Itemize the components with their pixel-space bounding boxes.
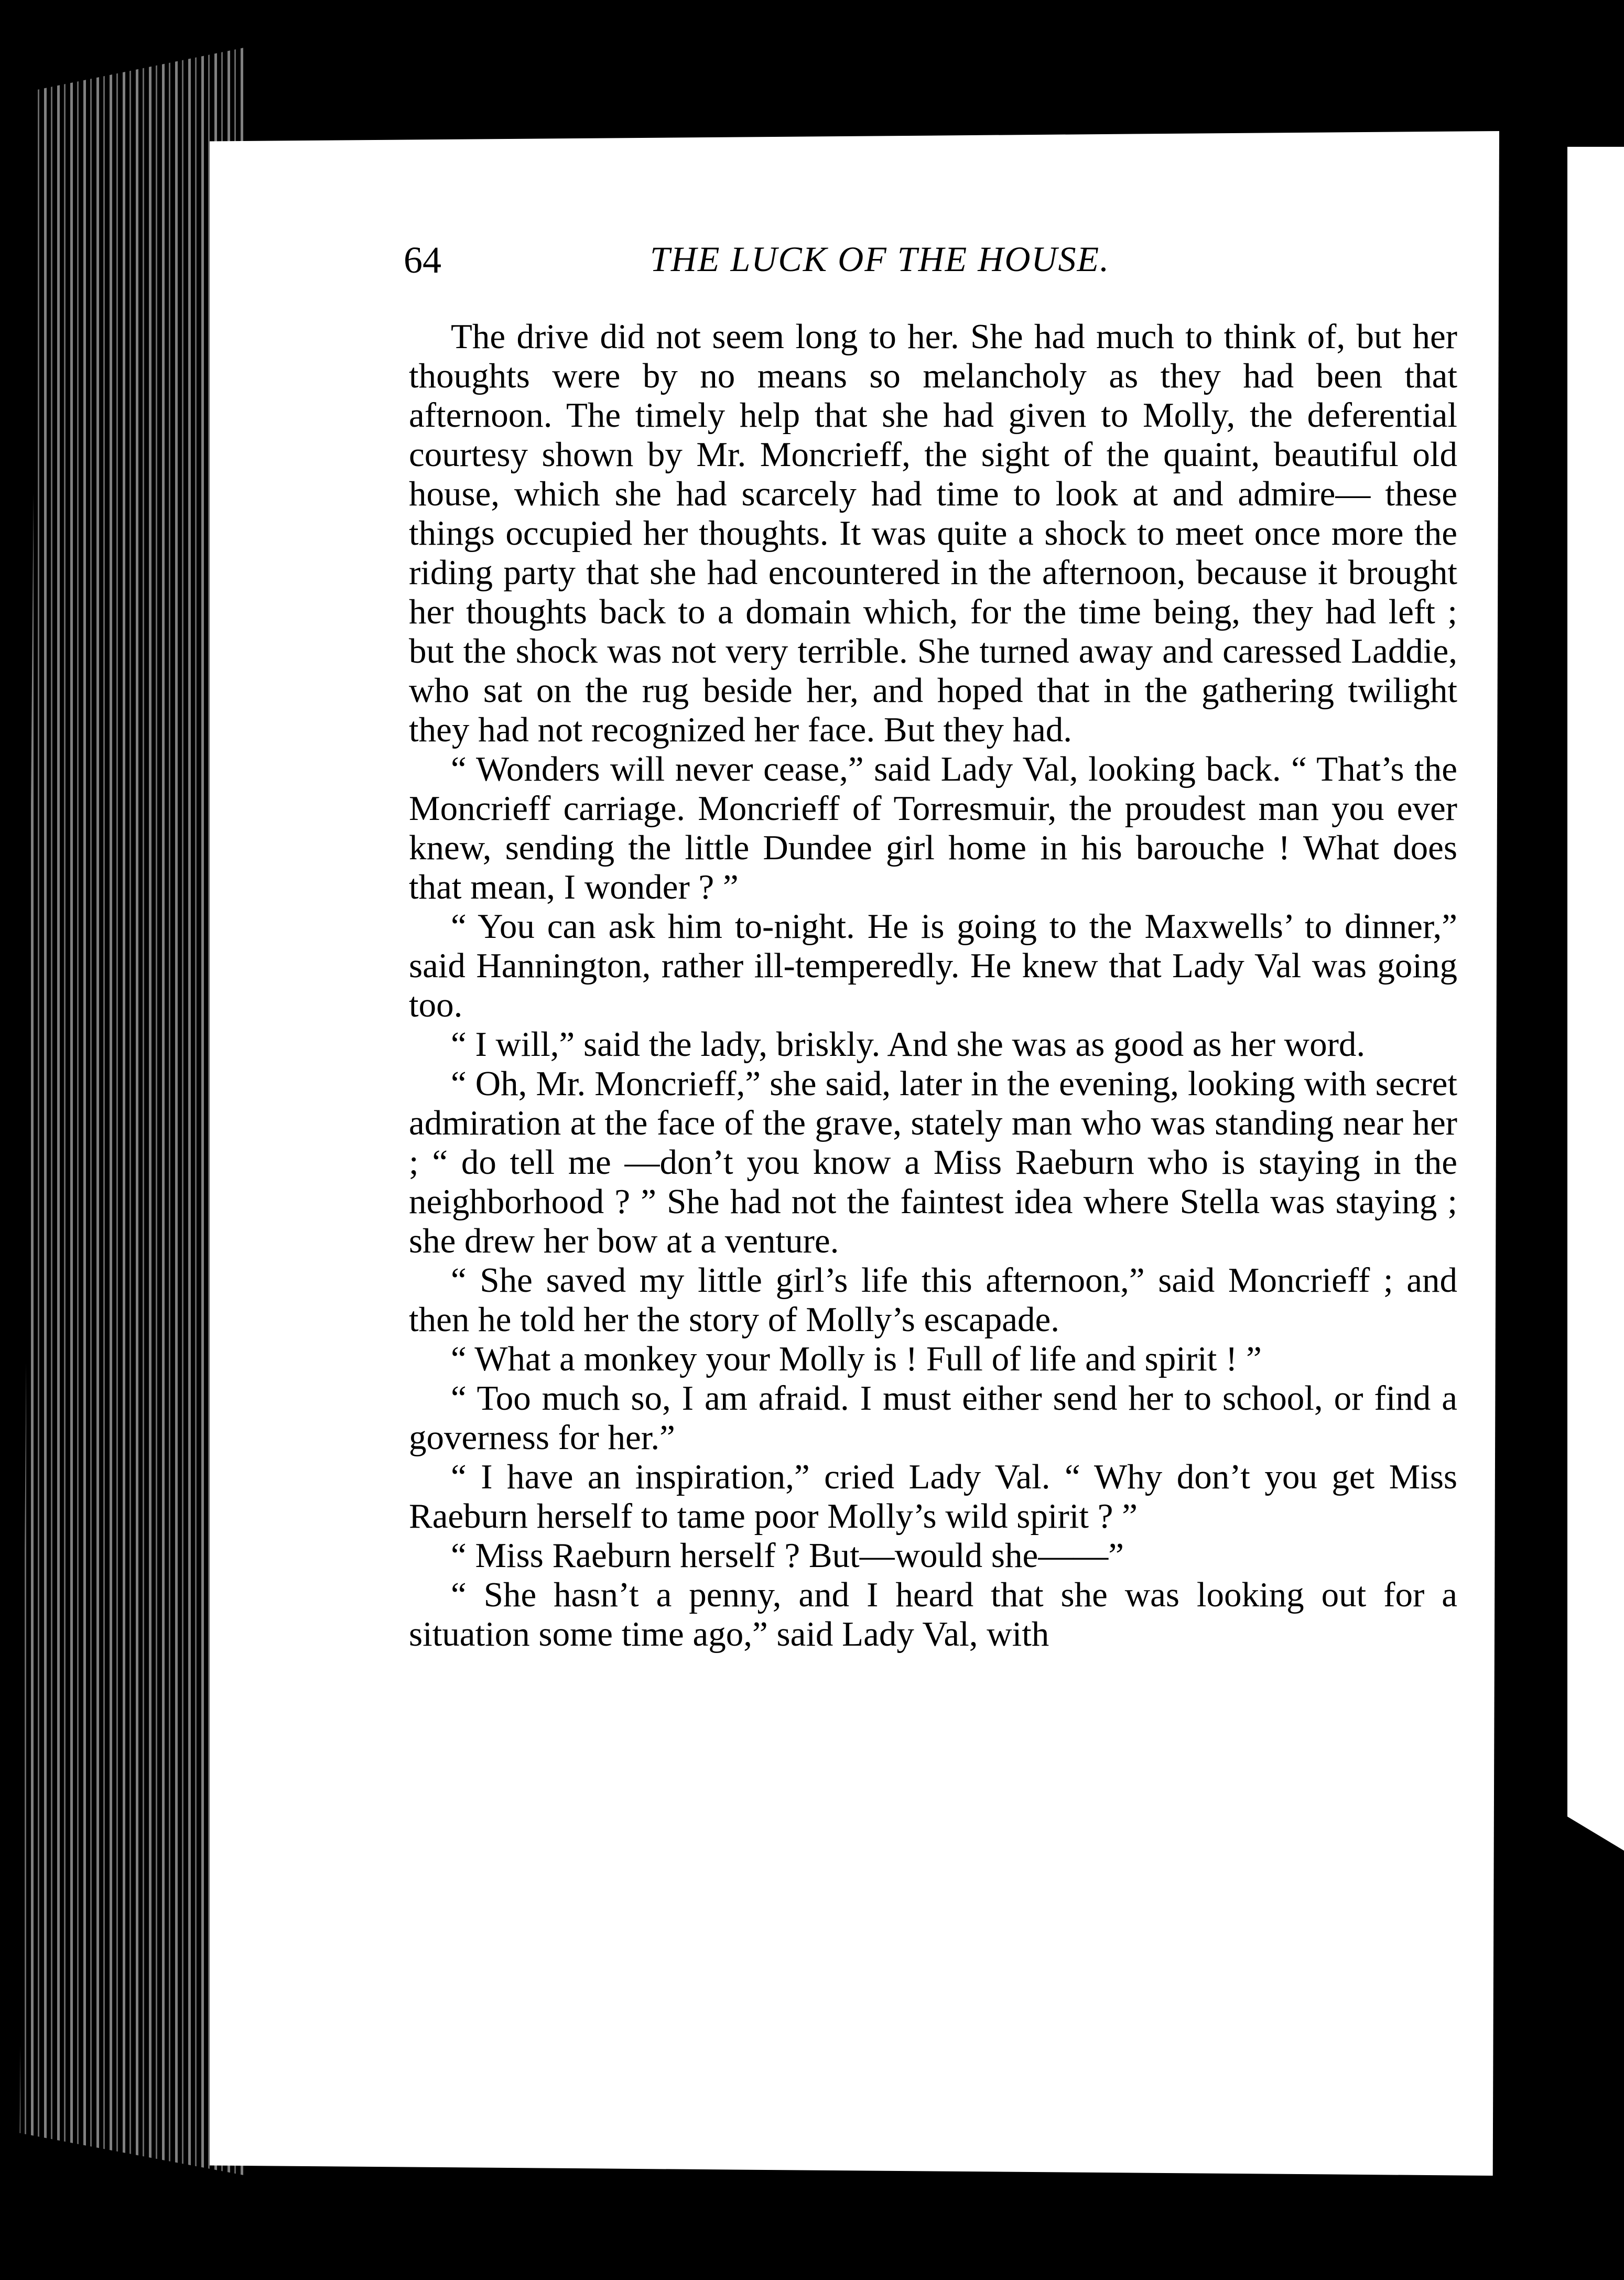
paragraph: “ Oh, Mr. Moncrieff,” she said, later in the evening, looking with secret admiration at the face of the grave, stately man who was standing near her ; “ do tell me —don’t you know a Miss Raeburn who is staying in the neighborhood ? ” She had not the faintest idea where Stella was staying ; she drew her bow at a venture.: [409, 1064, 1457, 1260]
page-header: [404, 239, 1326, 296]
paragraph: “ You can ask him to-night. He is going to the Maxwells’ to dinner,” said Hannington, rather ill-temperedly. He knew that Lady Val was going too.: [409, 907, 1457, 1024]
body-text: [409, 317, 1457, 2047]
running-title: THE LUCK OF THE HOUSE.: [650, 239, 1110, 279]
paragraph: “ Miss Raeburn herself ? But—would she——”: [451, 1536, 1124, 1575]
paragraph: “ She hasn’t a penny, and I heard that she was looking out for a situation some time ago,” said Lady Val, with: [409, 1575, 1457, 1654]
facing-page-edge: [1567, 147, 1624, 1851]
paragraph: “ Too much so, I am afraid. I must either send her to school, or find a governess for her.”: [409, 1379, 1457, 1457]
paragraph: The drive did not seem long to her. She had much to think of, but her thoughts were by no means so melancholy as they had been that afternoon. The timely help that she had given to Molly, the deferential courtesy shown by Mr. Moncrieff, the sight of the quaint, beautiful old house, which she had scarcely had time to look at and admire— these things occupied her thoughts. It was quite a shock to meet once more the riding party that she had encountered in the afternoon, because it brought her thoughts back to a domain which, for the time being, they had left ; but the shock was not very terrible. She turned away and caressed Laddie, who sat on the rug beside her, and hoped that in the gathering twilight they had not recognized her face. But they had.: [409, 317, 1457, 749]
paragraph: “ Wonders will never cease,” said Lady Val, looking back. “ That’s the Moncrieff carriage. Moncrieff of Torresmuir, the proudest man you ever knew, sending the little Dundee girl home in his barouche ! What does that mean, I wonder ? ”: [409, 750, 1457, 906]
book-page-edges: [0, 47, 246, 2176]
paragraph: “ I have an inspiration,” cried Lady Val. “ Why don’t you get Miss Raeburn herself to tame poor Molly’s wild spirit ? ”: [409, 1457, 1457, 1536]
page-number: 64: [404, 239, 441, 281]
paragraph: “ What a monkey your Molly is ! Full of life and spirit ! ”: [451, 1339, 1262, 1378]
paragraph: “ She saved my little girl’s life this afternoon,” said Moncrieff ; and then he told her the story of Molly’s escapade.: [409, 1261, 1457, 1339]
paragraph: “ I will,” said the lady, briskly. And she was as good as her word.: [451, 1025, 1366, 1064]
